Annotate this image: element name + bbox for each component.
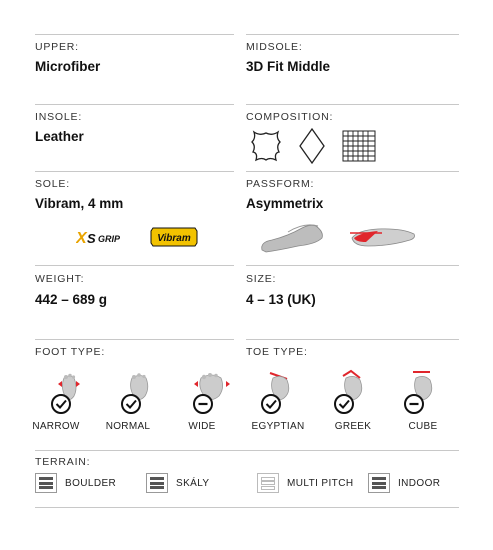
foot-type-narrow xyxy=(32,372,100,432)
sole-label: SOLE: xyxy=(35,178,70,190)
terrain-name: BOULDER xyxy=(65,477,117,489)
check-icon xyxy=(52,395,70,413)
midsole-label: MIDSOLE: xyxy=(246,41,303,53)
foot-type-label: FOOT TYPE: xyxy=(35,346,106,358)
svg-text:S: S xyxy=(87,231,96,246)
terrain-name: INDOOR xyxy=(398,477,441,489)
divider xyxy=(246,104,459,105)
upper-value: Microfiber xyxy=(35,59,101,74)
foot-type-name: NORMAL xyxy=(105,421,151,432)
divider xyxy=(35,104,234,105)
terrain-boulder xyxy=(35,473,116,493)
svg-text:GRIP: GRIP xyxy=(98,234,121,244)
upper-label: UPPER: xyxy=(35,41,79,53)
composition-label: COMPOSITION: xyxy=(246,111,334,123)
divider xyxy=(35,34,234,35)
rock-icon xyxy=(368,473,390,493)
foot-type-normal xyxy=(105,372,170,432)
terrain-label: TERRAIN: xyxy=(35,456,91,468)
passform-label: PASSFORM: xyxy=(246,178,315,190)
size-value: 4 – 13 (UK) xyxy=(246,292,316,307)
check-icon xyxy=(335,395,353,413)
insole-value: Leather xyxy=(35,129,84,144)
rock-icon xyxy=(35,473,57,493)
divider xyxy=(35,507,459,508)
check-icon xyxy=(262,395,280,413)
svg-text:Vibram: Vibram xyxy=(157,233,191,244)
size-label: SIZE: xyxy=(246,273,277,285)
diamond-icon xyxy=(298,127,326,165)
divider xyxy=(246,171,459,172)
toe-type-egyptian xyxy=(253,368,313,432)
toe-type-greek xyxy=(326,368,386,432)
divider xyxy=(35,265,234,266)
terrain-name: MULTI PITCH xyxy=(287,477,354,489)
rock-icon xyxy=(146,473,168,493)
toe-type-name: GREEK xyxy=(334,421,372,432)
divider xyxy=(35,171,234,172)
divider xyxy=(246,339,459,340)
foot-type-name: WIDE xyxy=(188,421,216,432)
toe-type-label: TOE TYPE: xyxy=(246,346,308,358)
shoe-side-icon xyxy=(258,220,328,254)
svg-text:X: X xyxy=(76,230,87,247)
vibram-logo xyxy=(149,225,199,249)
mesh-icon xyxy=(342,130,376,162)
divider xyxy=(246,34,459,35)
toe-type-cube xyxy=(396,368,456,432)
divider xyxy=(35,450,459,451)
divider xyxy=(35,339,234,340)
rock-icon xyxy=(257,473,279,493)
leather-icon xyxy=(248,128,284,164)
weight-label: WEIGHT: xyxy=(35,273,85,285)
toe-type-name: EGYPTIAN xyxy=(251,421,305,432)
sole-value: Vibram, 4 mm xyxy=(35,196,124,211)
weight-value: 442 – 689 g xyxy=(35,292,108,307)
terrain-multi-pitch xyxy=(257,473,353,493)
xs-grip-logo xyxy=(76,226,146,248)
terrain-indoor xyxy=(368,473,440,493)
toe-type-name: CUBE xyxy=(408,421,438,432)
terrain-name: SKÁLY xyxy=(176,477,210,489)
check-icon xyxy=(122,395,140,413)
divider xyxy=(246,265,459,266)
passform-value: Asymmetrix xyxy=(246,196,324,211)
midsole-value: 3D Fit Middle xyxy=(246,59,330,74)
foot-type-name: NARROW xyxy=(32,421,80,432)
terrain-skaly xyxy=(146,473,210,493)
insole-label: INSOLE: xyxy=(35,111,83,123)
foot-type-wide xyxy=(182,372,242,432)
